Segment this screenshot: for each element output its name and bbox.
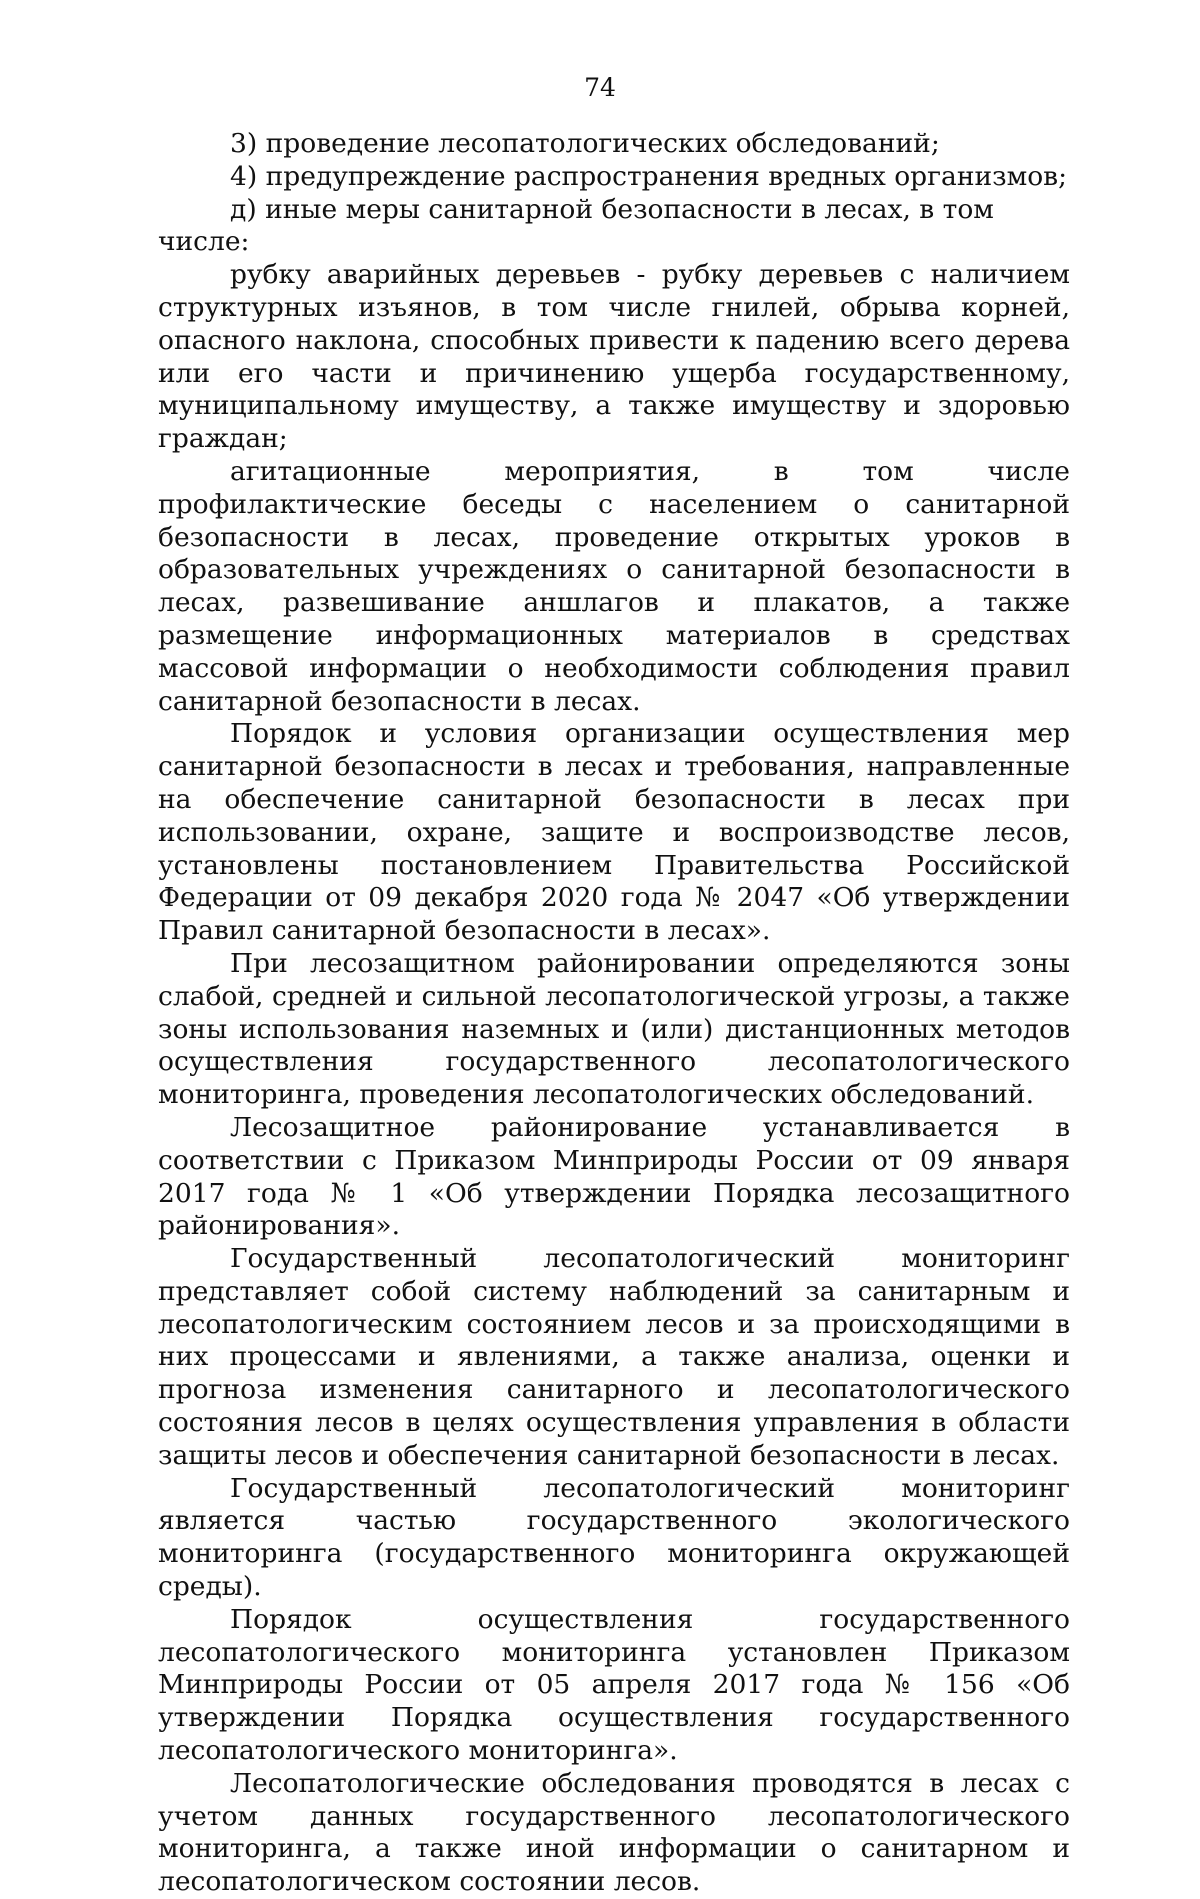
paragraph-emergency-tree-felling: рубку аварийных деревьев - рубку деревьев с наличием структурных изъянов, в том числе гнилей, обрыва корней, опасного наклона, способных привести к падению всего дерева или его части и причинению ущерба государственному, муниципальному имуществу, а также имуществу и здоровью граждан; (158, 259, 1070, 455)
paragraph-surveys: Лесопатологические обследования проводятся в лесах с учетом данных государственного лесопатологического мониторинга, а также иной информации о санитарном и лесопатологическом состоянии лесов. (158, 1767, 1070, 1898)
page-number: 74 (584, 73, 616, 102)
paragraph-monitoring-definition: Государственный лесопатологический мониторинг представляет собой систему наблюдений за санитарным и лесопатологическим состоянием лесов и за происходящими в них процессами и явлениями, а также анализа, оценки и прогноза изменения санитарного и лесопатологического состояния лесов в целях осуществления управления в области защиты лесов и обеспечения санитарной безопасности в лесах. (158, 1243, 1070, 1471)
list-item-4: 4) предупреждение распространения вредных организмов; (230, 160, 1068, 192)
list-item-3: 3) проведение лесопатологических обследований; (230, 128, 940, 159)
paragraph-forest-protection-zoning: При лесозащитном районировании определяются зоны слабой, средней и сильной лесопатологической угрозы, а также зоны использования наземных и (или) дистанционных методов осуществления государственного лесопатологического мониторинга, проведения лесопатологических обследований. (158, 947, 1070, 1111)
paragraph-awareness-activities: агитационные мероприятия, в том числе профилактические беседы с населением о санитарной безопасности в лесах, проведение открытых уроков в образовательных учреждениях о санитарной безопасности в лесах, развешивание аншлагов и плакатов, а также размещение информационных материалов в средствах массовой информации о необходимости соблюдения правил санитарной безопасности в лесах. (158, 455, 1070, 717)
list-item-d: д) иные меры санитарной безопасности в лесах, в том числе: (158, 193, 994, 258)
paragraph-monitoring-part-of-ecological: Государственный лесопатологический мониторинг является частью государственного экологического мониторинга (государственного мониторинга окружающей среды). (158, 1472, 1070, 1603)
document-body (158, 128, 1070, 1899)
paragraph-zoning-order: Лесозащитное районирование устанавливается в соответствии с Приказом Минприроды России от 09 января 2017 года № 1 «Об утверждении Порядка лесозащитного районирования». (158, 1111, 1070, 1242)
paragraph-monitoring-order: Порядок осуществления государственного лесопатологического мониторинга установлен Приказом Минприроды России от 05 апреля 2017 года № 156 «Об утверждении Порядка осуществления государственного лесопатологического мониторинга». (158, 1603, 1070, 1767)
paragraph-sanitary-safety-order: Порядок и условия организации осуществления мер санитарной безопасности в лесах и требования, направленные на обеспечение санитарной безопасности в лесах при использовании, охране, защите и воспроизводстве лесов, установлены постановлением Правительства Российской Федерации от 09 декабря 2020 года № 2047 «Об утверждении Правил санитарной безопасности в лесах». (158, 718, 1070, 947)
